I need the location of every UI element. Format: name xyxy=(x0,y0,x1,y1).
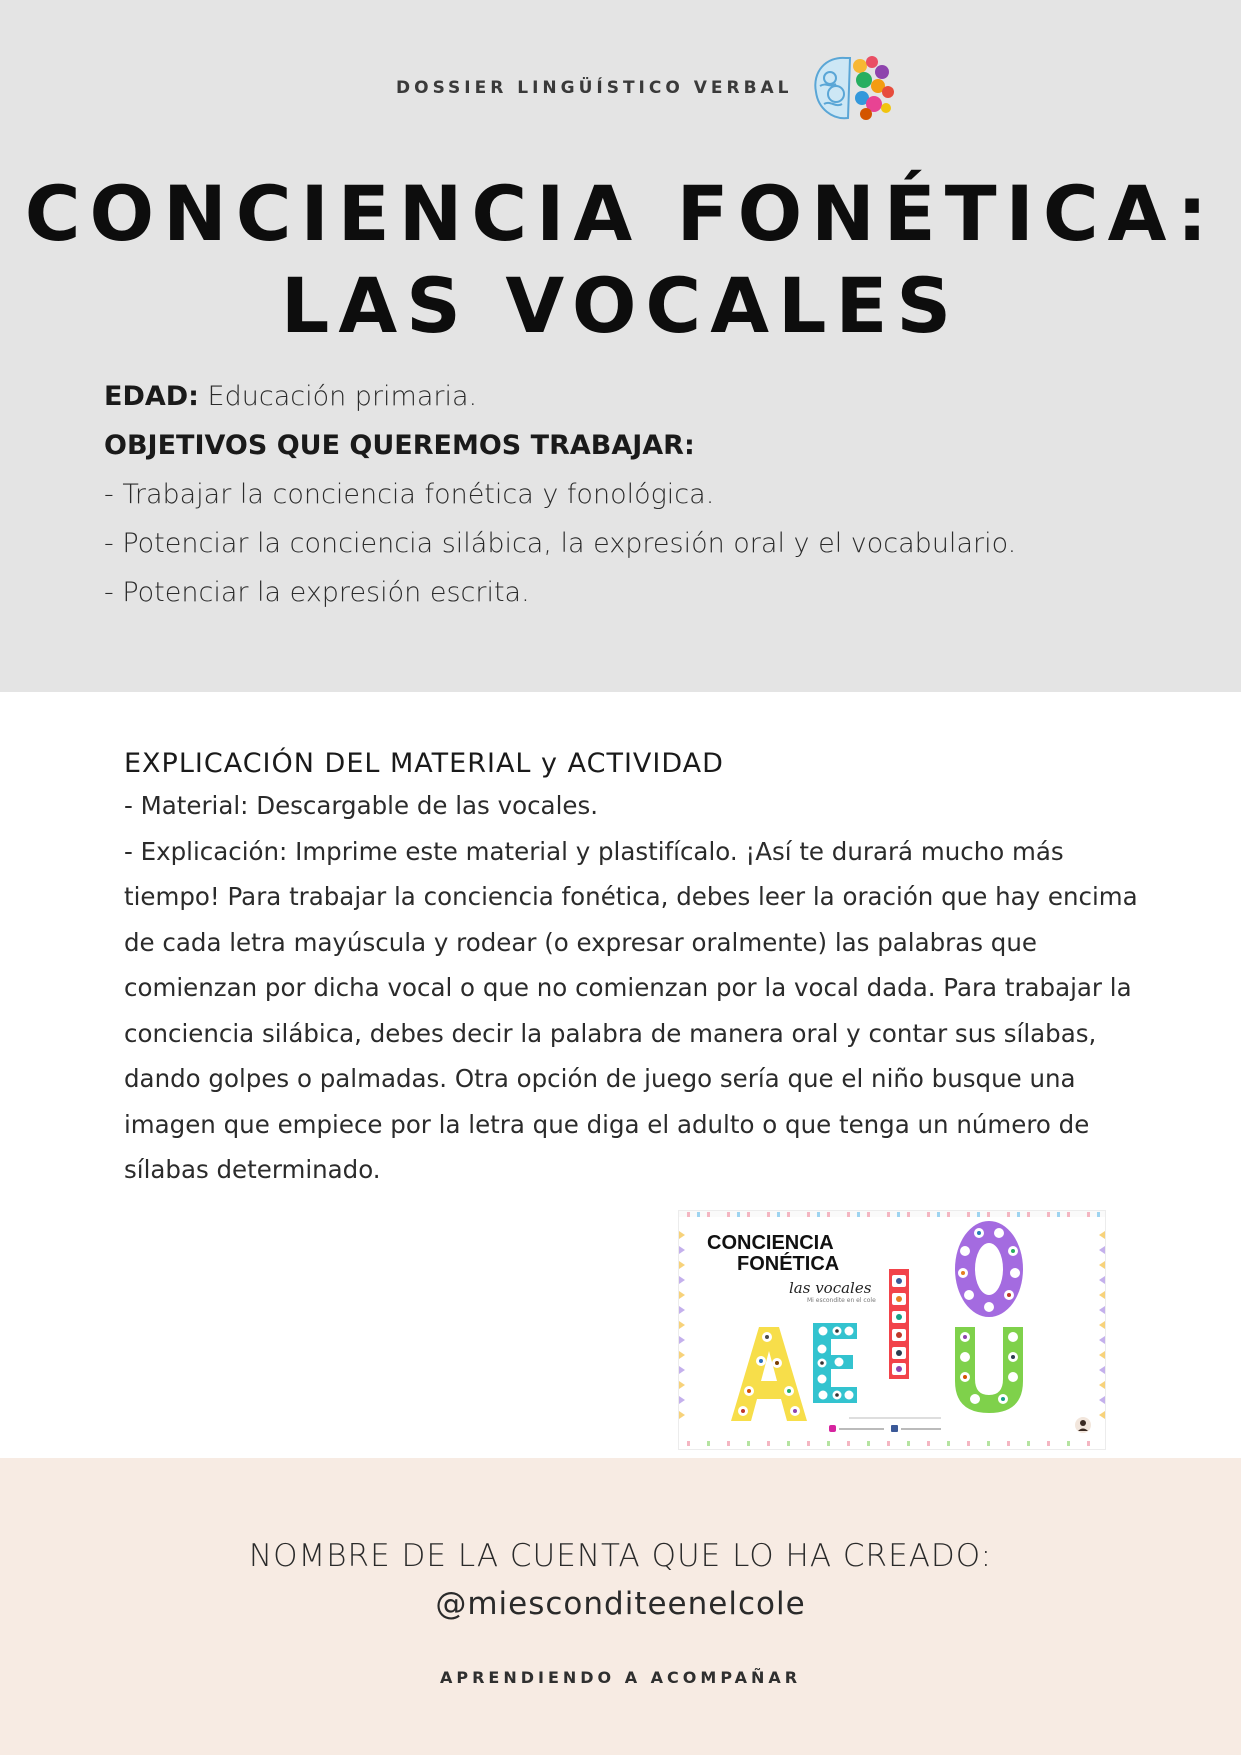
explanation-section xyxy=(124,748,1144,1193)
thumbnail-tagline: Mi escondite en el cole xyxy=(807,1297,876,1304)
title-line-2: LAS VOCALES xyxy=(280,261,961,350)
account-handle: @miesconditeenelcole xyxy=(435,1586,806,1622)
material-line: - Material: Descargable de las vocales. xyxy=(124,791,599,820)
material-thumbnail xyxy=(678,1210,1106,1450)
thumbnail-title xyxy=(707,1233,839,1275)
brain-logo-icon xyxy=(806,48,898,130)
objetivos-heading: OBJETIVOS QUE QUEREMOS TRABAJAR: xyxy=(104,430,695,461)
edad-label: EDAD: xyxy=(104,381,199,412)
account-label: NOMBRE DE LA CUENTA QUE LO HA CREADO: xyxy=(248,1538,993,1574)
edad-value: Educación primaria. xyxy=(198,381,478,412)
explanation-body: - Explicación: Imprime este material y plastifícalo. ¡Así te durará mucho más tiempo! Para trabajar la conciencia fonética, debes leer la oración que hay encima de cada letra mayúscula y rodear (o expresar oralmente) las palabras que comienzan por dicha vocal o que no comienzan por la vocal dada. Para trabajar la conciencia silábica, debes decir la palabra de manera oral y contar sus sílabas, dando golpes o palmadas. Otra opción de juego sería que el niño busque una imagen que empiece por la letra que diga el adulto o que tenga un número de sílabas determinado. xyxy=(124,836,1138,1184)
objetivo-item: - Potenciar la expresión escrita. xyxy=(104,577,530,608)
explanation-heading: EXPLICACIÓN DEL MATERIAL y ACTIVIDAD xyxy=(124,748,724,779)
thumbnail-border-top xyxy=(679,1211,1105,1217)
letter-e-graphic xyxy=(813,1323,857,1403)
thumbnail-title-line-2: FONÉTICA xyxy=(737,1253,840,1275)
title-line-1: CONCIENCIA FONÉTICA: xyxy=(24,169,1217,258)
letter-o-graphic xyxy=(955,1221,1023,1317)
thumbnail-social-row xyxy=(829,1418,941,1432)
thumbnail-avatar-icon xyxy=(1075,1417,1091,1433)
objetivo-item: - Potenciar la conciencia silábica, la expresión oral y el vocabulario. xyxy=(104,528,1017,559)
intro-section xyxy=(104,372,1164,617)
dossier-kicker: DOSSIER LINGÜÍSTICO VERBAL xyxy=(396,78,793,98)
thumbnail-title-line-1: CONCIENCIA xyxy=(707,1232,834,1254)
letter-a-graphic xyxy=(731,1327,807,1421)
letter-u-graphic xyxy=(955,1327,1023,1413)
thumbnail-border-bottom xyxy=(687,1441,1090,1446)
letter-i-graphic xyxy=(889,1269,909,1379)
page-title xyxy=(0,168,1241,352)
edad-line xyxy=(104,372,1164,421)
objetivo-item: - Trabajar la conciencia fonética y fonológica. xyxy=(104,479,715,510)
footer-tagline: APRENDIENDO A ACOMPAÑAR xyxy=(439,1668,802,1687)
thumbnail-subtitle: las vocales xyxy=(789,1279,872,1297)
